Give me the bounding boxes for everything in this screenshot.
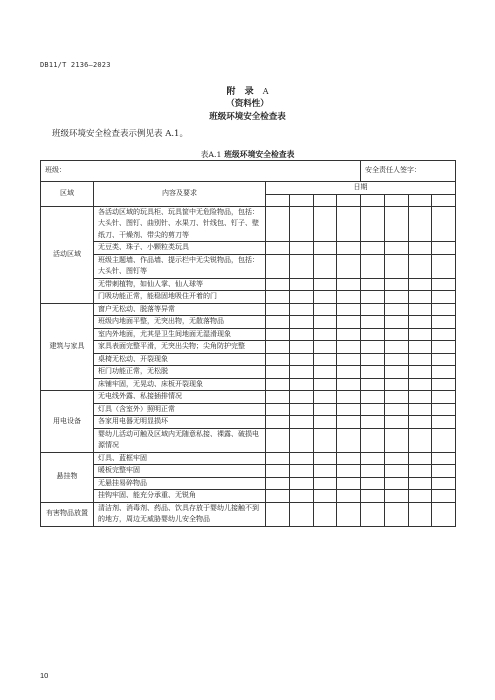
check-cell[interactable] (432, 490, 456, 503)
check-cell[interactable] (337, 490, 361, 503)
check-cell[interactable] (313, 206, 337, 242)
check-cell[interactable] (289, 428, 313, 452)
check-cell[interactable] (337, 366, 361, 379)
check-cell[interactable] (384, 403, 408, 416)
date-slot[interactable] (266, 194, 290, 206)
check-cell[interactable] (384, 341, 408, 354)
check-item-row (41, 291, 456, 304)
check-cell[interactable] (313, 452, 337, 465)
annex-name: 班级环境安全检查表 (209, 112, 286, 122)
check-cell[interactable] (432, 391, 456, 404)
check-cell[interactable] (266, 328, 290, 341)
check-cell[interactable] (408, 490, 432, 503)
check-cell[interactable] (289, 502, 313, 526)
check-cell[interactable] (408, 391, 432, 404)
check-item-row (41, 206, 456, 242)
check-cell[interactable] (432, 353, 456, 366)
check-cell[interactable] (289, 465, 313, 478)
check-cell[interactable] (384, 378, 408, 391)
date-slot[interactable] (337, 194, 361, 206)
check-item-row (41, 465, 456, 478)
check-cell[interactable] (408, 291, 432, 304)
check-cell[interactable] (313, 416, 337, 429)
check-cell[interactable] (337, 502, 361, 526)
check-cell[interactable] (432, 378, 456, 391)
check-cell[interactable] (313, 278, 337, 291)
check-cell[interactable] (313, 490, 337, 503)
check-item-row (41, 254, 456, 278)
check-item-row (41, 242, 456, 255)
check-cell[interactable] (313, 316, 337, 329)
check-cell[interactable] (337, 378, 361, 391)
check-cell[interactable] (384, 328, 408, 341)
area-cell: 有害物品放置 (41, 502, 94, 526)
check-cell[interactable] (361, 316, 385, 329)
check-item-content: 各家用电器无明显损坏 (94, 416, 266, 429)
check-cell[interactable] (432, 502, 456, 526)
check-cell[interactable] (289, 477, 313, 490)
check-cell[interactable] (266, 353, 290, 366)
check-item-content: 班级主题墙、作品墙、提示栏中无尖锐物品，包括：大头针、图钉等 (94, 254, 266, 278)
date-slot[interactable] (361, 194, 385, 206)
page-number: 10 (40, 671, 49, 680)
check-cell[interactable] (289, 242, 313, 255)
check-cell[interactable] (384, 316, 408, 329)
check-cell[interactable] (289, 328, 313, 341)
check-cell[interactable] (384, 303, 408, 316)
check-item-row (41, 452, 456, 465)
check-cell[interactable] (313, 328, 337, 341)
check-cell[interactable] (384, 465, 408, 478)
date-slot[interactable] (408, 194, 432, 206)
check-cell[interactable] (408, 316, 432, 329)
check-cell[interactable] (337, 328, 361, 341)
check-cell[interactable] (361, 477, 385, 490)
check-item-row (41, 303, 456, 316)
check-cell[interactable] (289, 254, 313, 278)
check-cell[interactable] (337, 341, 361, 354)
table-header-row (41, 161, 456, 182)
date-header-row (41, 182, 456, 195)
check-cell[interactable] (432, 477, 456, 490)
date-slot[interactable] (313, 194, 337, 206)
check-cell[interactable] (361, 206, 385, 242)
annex-title (0, 84, 495, 97)
check-cell[interactable] (384, 206, 408, 242)
check-cell[interactable] (337, 353, 361, 366)
check-cell[interactable] (266, 391, 290, 404)
check-item-row (41, 353, 456, 366)
table-caption (0, 149, 495, 160)
check-cell[interactable] (266, 303, 290, 316)
person-signature-field[interactable]: 安全责任人签字： (361, 161, 456, 182)
check-cell[interactable] (313, 378, 337, 391)
check-cell[interactable] (361, 242, 385, 255)
check-cell[interactable] (384, 254, 408, 278)
check-item-content: 无电线外露、私接插排情况 (94, 391, 266, 404)
check-cell[interactable] (432, 278, 456, 291)
check-cell[interactable] (289, 366, 313, 379)
check-cell[interactable] (337, 477, 361, 490)
check-cell[interactable] (289, 391, 313, 404)
check-cell[interactable] (432, 452, 456, 465)
check-cell[interactable] (408, 328, 432, 341)
check-cell[interactable] (361, 291, 385, 304)
check-cell[interactable] (337, 278, 361, 291)
check-cell[interactable] (361, 416, 385, 429)
check-cell[interactable] (432, 242, 456, 255)
check-cell[interactable] (361, 366, 385, 379)
check-item-row (41, 391, 456, 404)
check-cell[interactable] (313, 353, 337, 366)
check-cell[interactable] (266, 403, 290, 416)
check-cell[interactable] (337, 391, 361, 404)
check-cell[interactable] (432, 366, 456, 379)
check-cell[interactable] (361, 378, 385, 391)
check-cell[interactable] (289, 490, 313, 503)
area-column-header: 区域 (41, 182, 94, 207)
check-item-row (41, 341, 456, 354)
check-cell[interactable] (313, 341, 337, 354)
check-cell[interactable] (361, 303, 385, 316)
check-cell[interactable] (289, 403, 313, 416)
intro-paragraph: 班级环境安全检查表示例见表 A.1。 (52, 129, 188, 139)
safety-check-table (40, 160, 456, 527)
annex-type: （资料性） (226, 99, 269, 109)
check-item-content: 无豆类、珠子、小颗粒类玩具 (94, 242, 266, 255)
check-cell[interactable] (289, 341, 313, 354)
check-cell[interactable] (408, 341, 432, 354)
check-cell[interactable] (384, 416, 408, 429)
check-cell[interactable] (432, 428, 456, 452)
table-title: 班级环境安全检查表 (224, 150, 295, 159)
check-cell[interactable] (408, 416, 432, 429)
check-cell[interactable] (266, 502, 290, 526)
check-item-row (41, 477, 456, 490)
check-item-row (41, 502, 456, 526)
check-cell[interactable] (266, 490, 290, 503)
area-cell: 建筑与家具 (41, 303, 94, 391)
check-cell[interactable] (361, 254, 385, 278)
check-cell[interactable] (408, 428, 432, 452)
check-item-content: 床铺牢固，无晃动、床板开裂现象 (94, 378, 266, 391)
check-cell[interactable] (266, 242, 290, 255)
check-cell[interactable] (432, 341, 456, 354)
check-cell[interactable] (384, 428, 408, 452)
check-item-row (41, 490, 456, 503)
date-slot[interactable] (289, 194, 313, 206)
check-cell[interactable] (408, 403, 432, 416)
check-cell[interactable] (432, 328, 456, 341)
check-cell[interactable] (313, 291, 337, 304)
check-cell[interactable] (266, 366, 290, 379)
class-field[interactable]: 班级： (41, 161, 361, 182)
check-cell[interactable] (408, 378, 432, 391)
check-cell[interactable] (266, 278, 290, 291)
check-cell[interactable] (432, 303, 456, 316)
check-item-content: 桌椅无松动、开裂现象 (94, 353, 266, 366)
check-cell[interactable] (408, 477, 432, 490)
table-label: 表A.1 (200, 150, 222, 159)
annex-letter: A (262, 87, 269, 96)
check-cell[interactable] (384, 502, 408, 526)
check-cell[interactable] (361, 328, 385, 341)
check-cell[interactable] (432, 465, 456, 478)
check-item-row (41, 366, 456, 379)
check-cell[interactable] (361, 403, 385, 416)
check-cell[interactable] (408, 502, 432, 526)
date-slot[interactable] (432, 194, 456, 206)
annex-title-text: 附 录 (226, 87, 257, 97)
check-cell[interactable] (361, 353, 385, 366)
check-cell[interactable] (337, 316, 361, 329)
check-cell[interactable] (432, 403, 456, 416)
check-cell[interactable] (337, 242, 361, 255)
check-cell[interactable] (313, 428, 337, 452)
check-cell[interactable] (313, 366, 337, 379)
check-cell[interactable] (313, 465, 337, 478)
check-cell[interactable] (361, 465, 385, 478)
check-item-content: 无悬挂易碎物品 (94, 477, 266, 490)
area-cell: 悬挂物 (41, 452, 94, 502)
check-cell[interactable] (289, 378, 313, 391)
document-code: DB11/T 2136—2023 (40, 61, 111, 69)
check-cell[interactable] (384, 242, 408, 255)
check-cell[interactable] (361, 452, 385, 465)
check-cell[interactable] (408, 206, 432, 242)
check-cell[interactable] (384, 278, 408, 291)
check-cell[interactable] (266, 341, 290, 354)
check-item-content: 门吸功能正常，能稳固地吸住开着的门 (94, 291, 266, 304)
check-cell[interactable] (266, 206, 290, 242)
check-cell[interactable] (289, 416, 313, 429)
check-cell[interactable] (432, 316, 456, 329)
check-cell[interactable] (337, 206, 361, 242)
check-cell[interactable] (361, 391, 385, 404)
check-item-content: 柜门功能正常，无松脱 (94, 366, 266, 379)
check-item-content: 挂钩牢固、能充分承重、无锐角 (94, 490, 266, 503)
check-cell[interactable] (384, 291, 408, 304)
check-item-content: 婴幼儿活动可触及区域内无随意私接、裸露、破损电源情况 (94, 428, 266, 452)
check-cell[interactable] (408, 366, 432, 379)
check-cell[interactable] (432, 254, 456, 278)
check-cell[interactable] (408, 254, 432, 278)
area-cell: 活动区域 (41, 206, 94, 303)
check-item-content: 暖板完整牢固 (94, 465, 266, 478)
content-column-header: 内容及要求 (94, 182, 266, 207)
check-item-row (41, 416, 456, 429)
check-item-row (41, 316, 456, 329)
check-cell[interactable] (337, 254, 361, 278)
check-item-row (41, 278, 456, 291)
check-item-content: 灯具、蓝框牢固 (94, 452, 266, 465)
check-cell[interactable] (384, 452, 408, 465)
check-cell[interactable] (408, 465, 432, 478)
check-cell[interactable] (266, 254, 290, 278)
check-cell[interactable] (289, 291, 313, 304)
check-item-row (41, 428, 456, 452)
check-cell[interactable] (408, 353, 432, 366)
check-cell[interactable] (313, 242, 337, 255)
check-cell[interactable] (266, 378, 290, 391)
check-cell[interactable] (337, 428, 361, 452)
check-cell[interactable] (384, 477, 408, 490)
check-cell[interactable] (313, 391, 337, 404)
date-slot[interactable] (384, 194, 408, 206)
check-item-content: 无带刺植物，如仙人掌、仙人球等 (94, 278, 266, 291)
check-cell[interactable] (266, 477, 290, 490)
check-cell[interactable] (361, 341, 385, 354)
check-cell[interactable] (289, 206, 313, 242)
check-cell[interactable] (313, 303, 337, 316)
check-cell[interactable] (289, 353, 313, 366)
check-item-row (41, 403, 456, 416)
check-cell[interactable] (313, 502, 337, 526)
check-cell[interactable] (337, 465, 361, 478)
check-cell[interactable] (408, 278, 432, 291)
check-cell[interactable] (337, 303, 361, 316)
check-cell[interactable] (266, 316, 290, 329)
check-cell[interactable] (384, 391, 408, 404)
check-cell[interactable] (266, 465, 290, 478)
check-cell[interactable] (361, 502, 385, 526)
check-cell[interactable] (408, 242, 432, 255)
check-item-content: 灯具（含室外）照明正常 (94, 403, 266, 416)
check-cell[interactable] (266, 291, 290, 304)
area-cell: 用电设备 (41, 391, 94, 453)
check-item-content: 窗户无松动、脱落等异常 (94, 303, 266, 316)
check-item-content: 家具表面完整平滑，无突出尖物；尖角防护完整 (94, 341, 266, 354)
check-cell[interactable] (384, 353, 408, 366)
check-cell[interactable] (361, 490, 385, 503)
check-item-content: 各活动区域的玩具柜、玩具筐中无危险物品，包括：大头针、图钉、曲别针、水果刀、针线包、钉子、壁纸刀、干燥剂、带尖的剪刀等 (94, 206, 266, 242)
check-item-content: 清洁剂、消毒剂、药品、饮具存放于婴幼儿接触不到的地方，周边无威胁婴幼儿安全物品 (94, 502, 266, 526)
check-cell[interactable] (361, 428, 385, 452)
date-column-header: 日期 (266, 182, 456, 195)
check-cell[interactable] (313, 403, 337, 416)
check-cell[interactable] (408, 303, 432, 316)
check-cell[interactable] (432, 416, 456, 429)
check-cell[interactable] (337, 452, 361, 465)
check-cell[interactable] (432, 206, 456, 242)
check-item-row (41, 328, 456, 341)
check-cell[interactable] (361, 278, 385, 291)
check-cell[interactable] (432, 291, 456, 304)
check-cell[interactable] (384, 490, 408, 503)
check-cell[interactable] (289, 316, 313, 329)
check-cell[interactable] (313, 254, 337, 278)
check-cell[interactable] (266, 428, 290, 452)
check-cell[interactable] (337, 291, 361, 304)
check-item-content: 室内外地面，尤其是卫生间地面无湿滑现象 (94, 328, 266, 341)
check-item-row (41, 378, 456, 391)
check-cell[interactable] (337, 403, 361, 416)
check-cell[interactable] (266, 452, 290, 465)
check-cell[interactable] (289, 452, 313, 465)
check-item-content: 班级内地面平整，无突出物，无散落物品 (94, 316, 266, 329)
check-cell[interactable] (266, 416, 290, 429)
check-cell[interactable] (289, 278, 313, 291)
check-cell[interactable] (408, 452, 432, 465)
check-cell[interactable] (289, 303, 313, 316)
check-cell[interactable] (384, 366, 408, 379)
check-cell[interactable] (313, 477, 337, 490)
check-cell[interactable] (337, 416, 361, 429)
